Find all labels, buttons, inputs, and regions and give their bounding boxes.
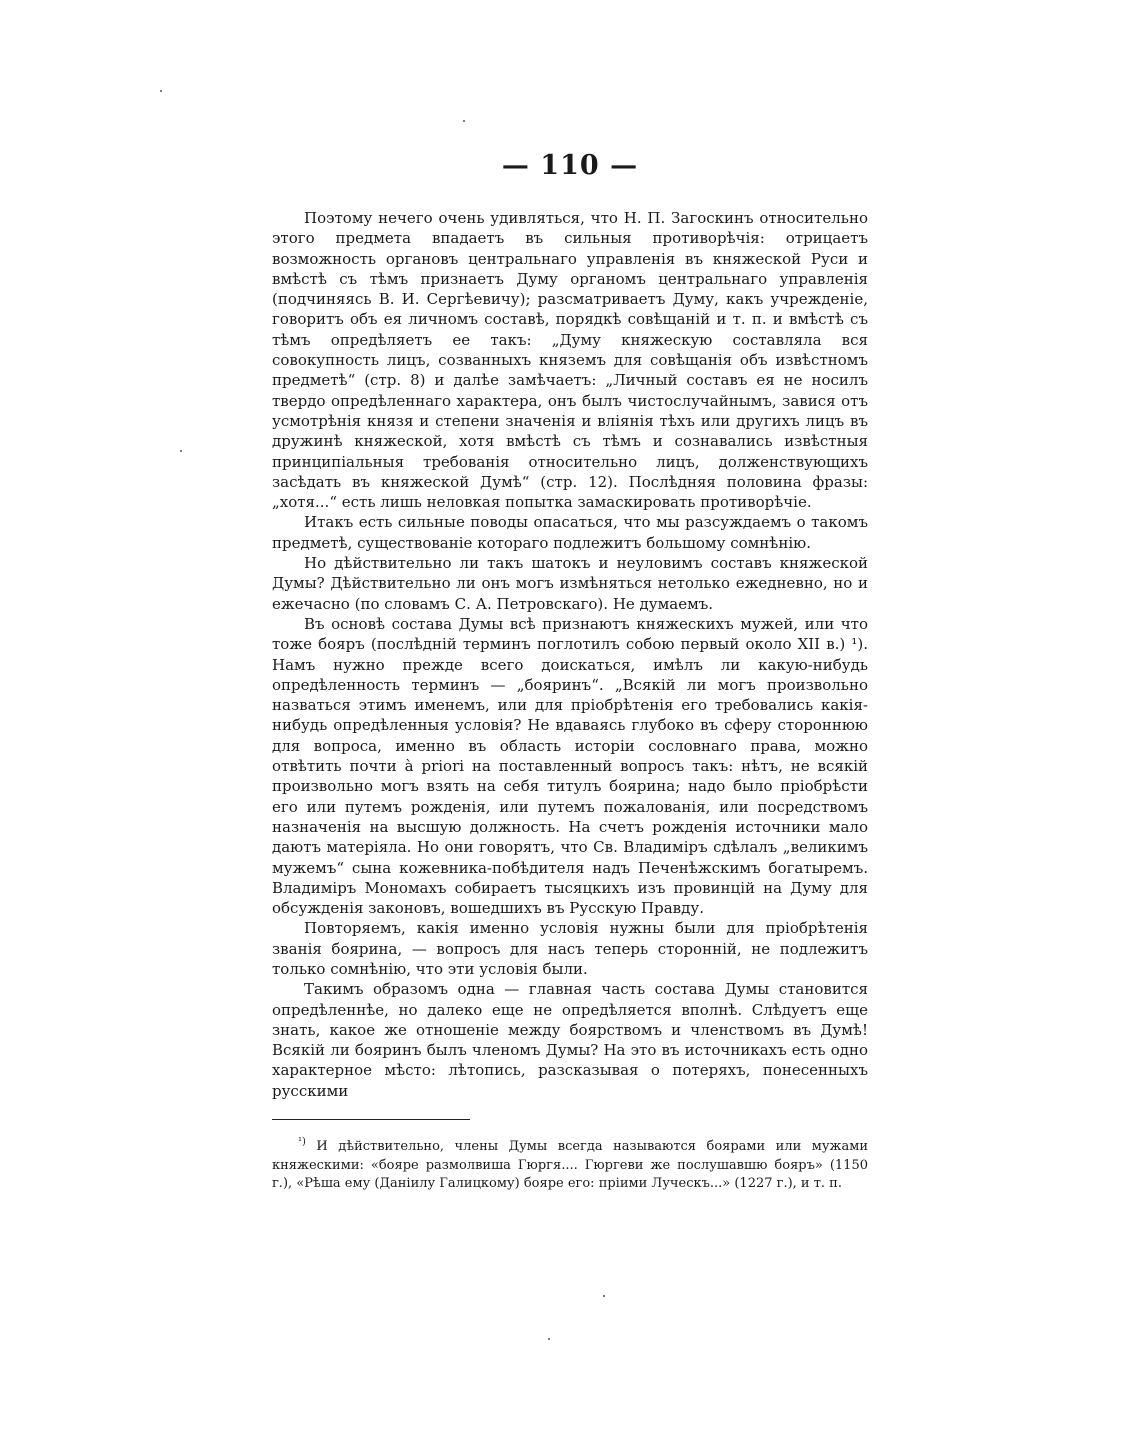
scan-speck bbox=[548, 1338, 550, 1340]
scan-speck bbox=[180, 450, 182, 452]
footnote-divider bbox=[272, 1119, 470, 1120]
paragraph: Такимъ образомъ одна — главная часть состава Думы становится опредѣленнѣе, но далеко еще не опредѣляется вполнѣ. Слѣдуетъ еще знать, какое же отношеніе между боярствомъ и членствомъ въ Думѣ! Всякій ли бояринъ былъ членомъ Думы? На это въ источникахъ есть одно характерное мѣсто: лѣтопись, разсказывая о потеряхъ, понесенныхъ русскими bbox=[272, 980, 868, 1100]
footnote-marker: ¹) bbox=[298, 1136, 306, 1148]
footnote-text bbox=[272, 1138, 868, 1194]
paragraph: Въ основѣ состава Думы всѣ признаютъ княжескихъ мужей, или что тоже бояръ (послѣдній терминъ поглотилъ собою первый около XII в.) ¹). Намъ нужно прежде всего доискаться, имѣлъ ли какую-нибудь опредѣленность терминъ — „бояринъ“. „Всякій ли могъ произвольно назваться этимъ именемъ, или для пріобрѣтенія его требовались какія-нибудь опредѣленныя условія? Не вдаваясь глубоко въ сферу стороннюю для вопроса, именно въ область исторіи сословнаго права, можно отвѣтить почти à priori на поставленный вопросъ такъ: нѣтъ, не всякій произвольно могъ взять на себя титулъ боярина; надо было пріобрѣсти его или путемъ рожденія, или путемъ пожалованія, или посредствомъ назначенія на высшую должность. На счетъ рожденія источники мало даютъ матеріяла. Но они говорятъ, что Св. Владиміръ сдѣлалъ „великимъ мужемъ“ сына кожевника-побѣдителя надъ Печенѣжскимъ богатыремъ. Владиміръ Мономахъ собираетъ тысяцкихъ изъ провинцій на Думу для обсужденія законовъ, вошедшихъ въ Русскую Правду. bbox=[272, 614, 868, 918]
page-number: — 110 — bbox=[501, 150, 639, 181]
footnote-body: И дѣйствительно, члены Думы всегда называются боярами или мужами княжескими: «бояре размолвиша Гюргя.... Гюргеви же послушавшю бояръ» (1150 г.), «Рѣша ему (Даніилу Галицкому) бояре его: пріими Луческъ...» (1227 г.), и т. п. bbox=[272, 1139, 869, 1191]
body-text bbox=[272, 208, 868, 1101]
scan-speck bbox=[603, 1295, 605, 1297]
paragraph: Поэтому нечего очень удивляться, что Н. П. Загоскинъ относительно этого предмета впадаетъ въ сильныя противорѣчія: отрицаетъ возможность органовъ центральнаго управленія въ княжеской Руси и вмѣстѣ съ тѣмъ признаетъ Думу органомъ центральнаго управленія (подчиняясь В. И. Сергѣевичу); разсматриваетъ Думу, какъ учрежденіе, говоритъ объ ея личномъ составѣ, порядкѣ совѣщаній и т. п. и вмѣстѣ съ тѣмъ опредѣляетъ ее такъ: „Думу княжескую составляла вся совокупность лицъ, созванныхъ княземъ для совѣщанія объ извѣстномъ предметѣ“ (стр. 8) и далѣе замѣчаетъ: „Личный составъ ея не носилъ твердо опредѣленнаго характера, онъ былъ чистослучайнымъ, завися отъ усмотрѣнія князя и степени значенія и вліянія тѣхъ или другихъ лицъ въ дружинѣ княжеской, хотя вмѣстѣ съ тѣмъ и сознавались извѣстныя принципіальныя требованія относительно лицъ, долженствующихъ засѣдать въ княжеской Думѣ“ (стр. 12). Послѣдняя половина фразы: „хотя...“ есть лишь неловкая попытка замаскировать противорѣчіе. bbox=[272, 209, 868, 512]
scan-speck bbox=[463, 120, 465, 122]
scan-speck bbox=[160, 90, 162, 92]
paragraph: Повторяемъ, какія именно условія нужны были для пріобрѣтенія званія боярина, — вопросъ для насъ теперь сторонній, не подлежитъ только сомнѣнію, что эти условія были. bbox=[272, 919, 868, 978]
footnote bbox=[272, 1138, 868, 1194]
paragraph: Но дѣйствительно ли такъ шатокъ и неуловимъ составъ княжеской Думы? Дѣйствительно ли онъ могъ измѣняться нетолько ежедневно, но и ежечасно (по словамъ С. А. Петровскаго). Не думаемъ. bbox=[272, 554, 868, 613]
paragraph: Итакъ есть сильные поводы опасаться, что мы разсуждаемъ о такомъ предметѣ, существованіе котораго подлежитъ большому сомнѣнію. bbox=[272, 513, 868, 552]
